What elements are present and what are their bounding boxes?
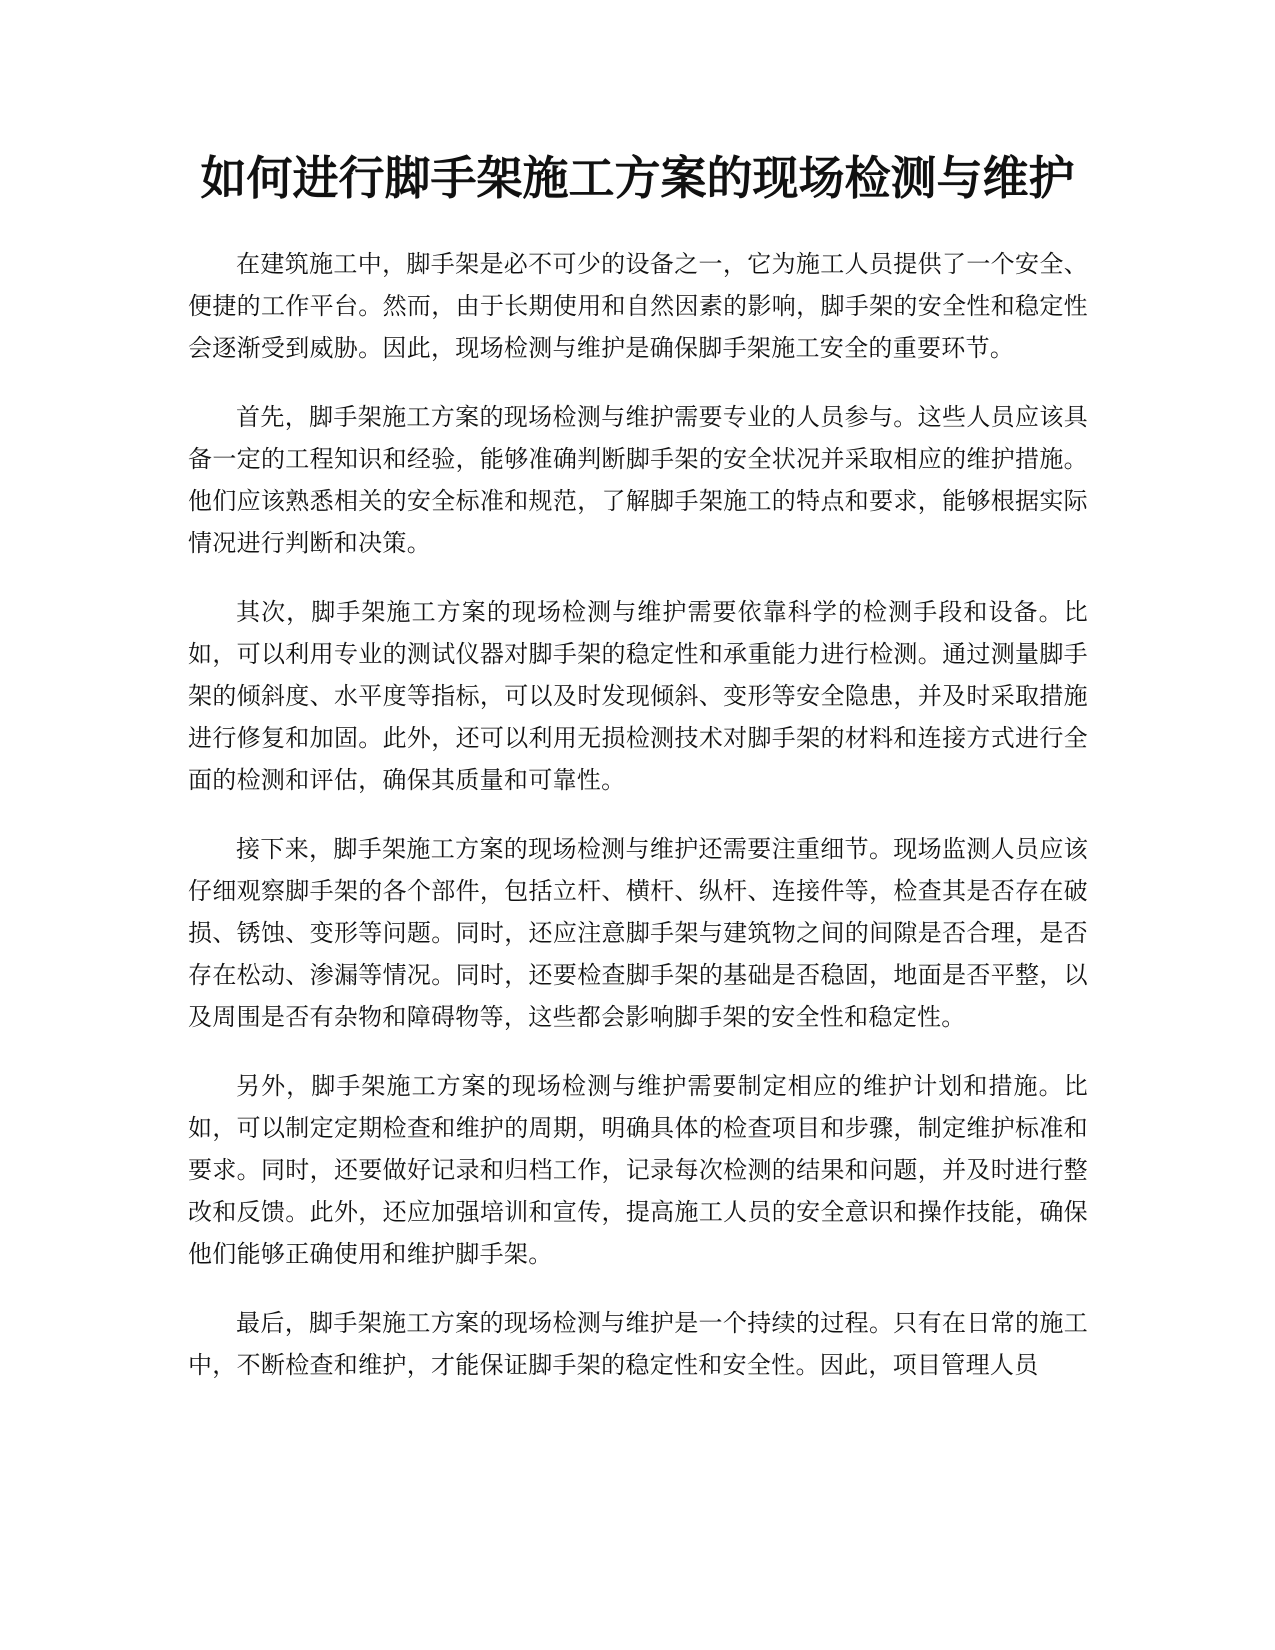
paragraph-intro: 在建筑施工中，脚手架是必不可少的设备之一，它为施工人员提供了一个安全、便捷的工作平台。然而，由于长期使用和自然因素的影响，脚手架的安全性和稳定性会逐渐受到威胁。因此，现场检测与维护是确保脚手架施工安全的重要环节。 [188, 250, 1088, 362]
paragraph-next: 接下来，脚手架施工方案的现场检测与维护还需要注重细节。现场监测人员应该仔细观察脚手架的各个部件，包括立杆、横杆、纵杆、连接件等，检查其是否存在破损、锈蚀、变形等问题。同时，还应注意脚手架与建筑物之间的间隙是否合理，是否存在松动、渗漏等情况。同时，还要检查脚手架的基础是否稳固，地面是否平整，以及周围是否有杂物和障碍物等，这些都会影响脚手架的安全性和稳定性。 [188, 835, 1088, 1031]
paragraph-second: 其次，脚手架施工方案的现场检测与维护需要依靠科学的检测手段和设备。比如，可以利用专业的测试仪器对脚手架的稳定性和承重能力进行检测。通过测量脚手架的倾斜度、水平度等指标，可以及时发现倾斜、变形等安全隐患，并及时采取措施进行修复和加固。此外，还可以利用无损检测技术对脚手架的材料和连接方式进行全面的检测和评估，确保其质量和可靠性。 [188, 598, 1088, 794]
page-title: 如何进行脚手架施工方案的现场检测与维护 [200, 151, 1075, 205]
paragraph-finally: 最后，脚手架施工方案的现场检测与维护是一个持续的过程。只有在日常的施工中，不断检查和维护，才能保证脚手架的稳定性和安全性。因此，项目管理人员 [188, 1309, 1088, 1379]
paragraph-first: 首先，脚手架施工方案的现场检测与维护需要专业的人员参与。这些人员应该具备一定的工程知识和经验，能够准确判断脚手架的安全状况并采取相应的维护措施。他们应该熟悉相关的安全标准和规范，了解脚手架施工的特点和要求，能够根据实际情况进行判断和决策。 [188, 403, 1088, 557]
paragraph-additionally: 另外，脚手架施工方案的现场检测与维护需要制定相应的维护计划和措施。比如，可以制定定期检查和维护的周期，明确具体的检查项目和步骤，制定维护标准和要求。同时，还要做好记录和归档工作，记录每次检测的结果和问题，并及时进行整改和反馈。此外，还应加强培训和宣传，提高施工人员的安全意识和操作技能，确保他们能够正确使用和维护脚手架。 [188, 1072, 1088, 1268]
document-body [188, 243, 1088, 1413]
